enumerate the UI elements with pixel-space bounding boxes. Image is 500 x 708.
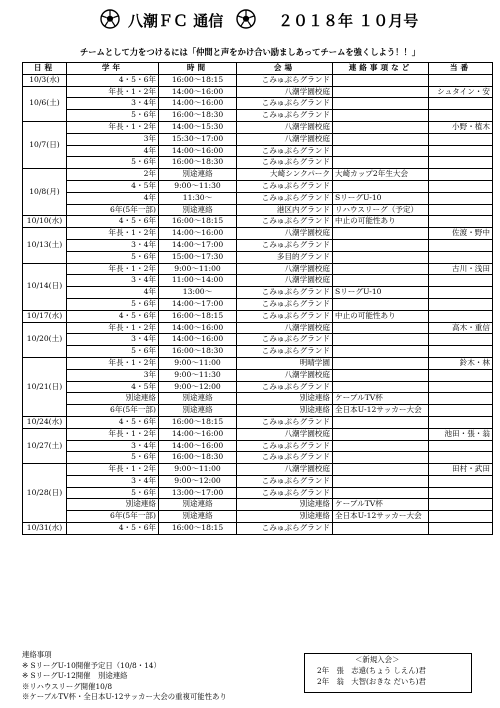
duty-cell: シュタイン・安: [429, 86, 493, 98]
schedule-row: [23, 216, 493, 228]
notes-cell: SリーグU-10: [333, 192, 429, 204]
duty-cell: 田村・武田: [429, 464, 493, 476]
grade-cell: 6年(5年一部): [67, 511, 159, 523]
time-cell: 別途連絡: [159, 204, 237, 216]
schedule-row: [23, 381, 493, 393]
notes-cell: [333, 369, 429, 381]
venue-cell: こみゅぷらグランド: [237, 287, 333, 299]
grade-cell: 3・4年: [67, 239, 159, 251]
grade-cell: 4・5年: [67, 381, 159, 393]
schedule-row: [23, 298, 493, 310]
date-cell: 10/17(水): [23, 310, 67, 322]
time-cell: 16:00～18:30: [159, 452, 237, 464]
grade-cell: 5・6年: [67, 487, 159, 499]
date-cell: 10/6(土): [23, 86, 67, 121]
grade-cell: 5・6年: [67, 346, 159, 358]
date-cell: 10/31(水): [23, 523, 67, 535]
venue-cell: こみゅぷらグランド: [237, 346, 333, 358]
note-item: ※ SリーグU-10開催予定日（10/8・14）: [22, 660, 161, 670]
notes-cell: [333, 239, 429, 251]
schedule-row: [23, 169, 493, 181]
notes-cell: [333, 346, 429, 358]
schedule-row: [23, 452, 493, 464]
schedule-header-row: [23, 63, 493, 75]
venue-cell: こみゅぷらグランド: [237, 298, 333, 310]
time-cell: 9:00～12:00: [159, 475, 237, 487]
schedule-row: [23, 98, 493, 110]
schedule-row: [23, 263, 493, 275]
venue-cell: こみゅぷらグランド: [237, 523, 333, 535]
schedule-row: [23, 287, 493, 299]
schedule-row: [23, 204, 493, 216]
note-item: ※ SリーグU-12開催 別途連絡: [22, 671, 128, 680]
issue-date: ２０１８年 １０月号: [278, 12, 419, 30]
schedule-row: [23, 346, 493, 358]
venue-cell: こみゅぷらグランド: [237, 239, 333, 251]
schedule-row: [23, 133, 493, 145]
grade-cell: 6年(5年一部): [67, 204, 159, 216]
time-cell: 別途連絡: [159, 393, 237, 405]
venue-cell: こみゅぷらグランド: [237, 74, 333, 86]
schedule-row: [23, 357, 493, 369]
duty-cell: [429, 74, 493, 86]
schedule-row: [23, 157, 493, 169]
grade-cell: 4年: [67, 145, 159, 157]
schedule-row: [23, 86, 493, 98]
time-cell: 14:00～16:00: [159, 322, 237, 334]
schedule-row: [23, 228, 493, 240]
duty-cell: [429, 287, 493, 299]
venue-cell: 別途連絡: [237, 393, 333, 405]
notes-cell: [333, 428, 429, 440]
note-item: ※ケーブルTV杯・全日本U-12サッカー大会の重複可能性あり: [22, 692, 227, 701]
venue-cell: 別途連絡: [237, 499, 333, 511]
duty-cell: [429, 523, 493, 535]
notes-cell: [333, 334, 429, 346]
duty-cell: [429, 511, 493, 523]
notes-cell: [333, 298, 429, 310]
venue-cell: 別途連絡: [237, 405, 333, 417]
schedule-row: [23, 499, 493, 511]
grade-cell: 3年: [67, 133, 159, 145]
venue-cell: こみゅぷらグランド: [237, 216, 333, 228]
schedule-row: [23, 322, 493, 334]
venue-cell: 八潮学園校庭: [237, 428, 333, 440]
column-header: 当番: [429, 63, 493, 75]
schedule-row: [23, 523, 493, 535]
grade-cell: 4・5・6年: [67, 74, 159, 86]
schedule-row: [23, 251, 493, 263]
notes-section: [22, 650, 227, 703]
schedule-row: [23, 475, 493, 487]
time-cell: 16:00～18:30: [159, 110, 237, 122]
new-member-item: 2年 張 志遠(ちょう しえん)君: [317, 666, 426, 675]
venue-cell: こみゅぷらグランド: [237, 487, 333, 499]
venue-cell: 八潮学園校庭: [237, 121, 333, 133]
notes-cell: [333, 452, 429, 464]
soccer-ball-icon: [100, 9, 120, 29]
venue-cell: 多目的グランド: [237, 251, 333, 263]
venue-cell: 大崎シンクパーク: [237, 169, 333, 181]
schedule-row: [23, 239, 493, 251]
date-cell: 10/10(水): [23, 216, 67, 228]
schedule-row: [23, 416, 493, 428]
time-cell: 13:00～17:00: [159, 487, 237, 499]
venue-cell: こみゅぷらグランド: [237, 110, 333, 122]
newsletter-title: 八潮ＦＣ 通信: [128, 12, 224, 30]
time-cell: 14:00～17:00: [159, 239, 237, 251]
notes-cell: [333, 133, 429, 145]
time-cell: 9:00～11:30: [159, 180, 237, 192]
duty-cell: 鈴木・林: [429, 357, 493, 369]
duty-cell: [429, 487, 493, 499]
duty-cell: [429, 204, 493, 216]
duty-cell: 古川・浅田: [429, 263, 493, 275]
date-cell: 10/14(日): [23, 263, 67, 310]
duty-cell: [429, 275, 493, 287]
schedule-row: [23, 428, 493, 440]
venue-cell: こみゅぷらグランド: [237, 180, 333, 192]
venue-cell: こみゅぷらグランド: [237, 145, 333, 157]
schedule-row: [23, 180, 493, 192]
venue-cell: 八潮学園校庭: [237, 263, 333, 275]
grade-cell: 3・4年: [67, 275, 159, 287]
notes-cell: [333, 110, 429, 122]
time-cell: 9:00～11:30: [159, 369, 237, 381]
duty-cell: [429, 416, 493, 428]
time-cell: 14:00～16:00: [159, 145, 237, 157]
notes-cell: SリーグU-10: [333, 287, 429, 299]
notes-cell: [333, 121, 429, 133]
time-cell: 14:00～16:00: [159, 428, 237, 440]
time-cell: 9:00～12:00: [159, 381, 237, 393]
time-cell: 11:30～: [159, 192, 237, 204]
duty-cell: [429, 145, 493, 157]
duty-cell: [429, 192, 493, 204]
time-cell: 15:00～17:30: [159, 251, 237, 263]
grade-cell: 年長・1・2年: [67, 428, 159, 440]
duty-cell: [429, 98, 493, 110]
venue-cell: 明晴学園: [237, 357, 333, 369]
venue-cell: 八潮学園校庭: [237, 275, 333, 287]
duty-cell: 池田・張・翁: [429, 428, 493, 440]
grade-cell: 3・4年: [67, 475, 159, 487]
duty-cell: [429, 393, 493, 405]
schedule-row: [23, 369, 493, 381]
duty-cell: [429, 499, 493, 511]
venue-cell: こみゅぷらグランド: [237, 416, 333, 428]
grade-cell: 3・4年: [67, 334, 159, 346]
notes-cell: [333, 416, 429, 428]
venue-cell: 八潮学園校庭: [237, 322, 333, 334]
grade-cell: 3・4年: [67, 440, 159, 452]
time-cell: 14:00～16:00: [159, 86, 237, 98]
schedule-row: [23, 393, 493, 405]
schedule-table: [22, 62, 493, 535]
time-cell: 別途連絡: [159, 169, 237, 181]
grade-cell: 年長・1・2年: [67, 357, 159, 369]
notes-cell: [333, 86, 429, 98]
notes-cell: [333, 157, 429, 169]
time-cell: 13:00～: [159, 287, 237, 299]
venue-cell: こみゅぷらグランド: [237, 98, 333, 110]
duty-cell: [429, 405, 493, 417]
notes-cell: [333, 487, 429, 499]
venue-cell: こみゅぷらグランド: [237, 157, 333, 169]
schedule-row: [23, 487, 493, 499]
time-cell: 14:00～16:00: [159, 334, 237, 346]
duty-cell: 佐渡・野中: [429, 228, 493, 240]
time-cell: 16:00～18:30: [159, 346, 237, 358]
grade-cell: 3年: [67, 369, 159, 381]
time-cell: 14:00～17:00: [159, 298, 237, 310]
grade-cell: 5・6年: [67, 251, 159, 263]
venue-cell: 八潮学園校庭: [237, 369, 333, 381]
grade-cell: 4・5・6年: [67, 523, 159, 535]
notes-cell: [333, 263, 429, 275]
column-header: 会場: [237, 63, 333, 75]
duty-cell: 小野・植木: [429, 121, 493, 133]
newsletter-header: [0, 8, 500, 34]
grade-cell: 年長・1・2年: [67, 121, 159, 133]
time-cell: 11:00～14:00: [159, 275, 237, 287]
date-cell: 10/28(日): [23, 464, 67, 523]
grade-cell: 4・5・6年: [67, 216, 159, 228]
grade-cell: 年長・1・2年: [67, 263, 159, 275]
duty-cell: [429, 475, 493, 487]
time-cell: 14:00～15:30: [159, 121, 237, 133]
time-cell: 16:00～18:15: [159, 523, 237, 535]
venue-cell: こみゅぷらグランド: [237, 334, 333, 346]
notes-cell: 中止の可能性あり: [333, 310, 429, 322]
date-cell: 10/13(土): [23, 228, 67, 263]
grade-cell: 年長・1・2年: [67, 322, 159, 334]
grade-cell: 年長・1・2年: [67, 86, 159, 98]
grade-cell: 4・5年: [67, 180, 159, 192]
duty-cell: [429, 110, 493, 122]
date-cell: 10/7(日): [23, 121, 67, 168]
grade-cell: 4年: [67, 192, 159, 204]
duty-cell: [429, 346, 493, 358]
team-motto: チームとして力をつけるには「仲間と声をかけ合い励ましあってチームを強くしよう！！」: [79, 47, 421, 57]
schedule-row: [23, 275, 493, 287]
grade-cell: 4・5・6年: [67, 310, 159, 322]
notes-cell: [333, 251, 429, 263]
duty-cell: [429, 381, 493, 393]
time-cell: 16:00～18:15: [159, 310, 237, 322]
duty-cell: [429, 369, 493, 381]
schedule-row: [23, 464, 493, 476]
grade-cell: 6年(5年一部): [67, 405, 159, 417]
new-members-heading: ＜新規入会＞: [355, 655, 400, 664]
grade-cell: 5・6年: [67, 157, 159, 169]
venue-cell: 港区内グランド: [237, 204, 333, 216]
grade-cell: 4・5・6年: [67, 416, 159, 428]
date-cell: 10/20(土): [23, 322, 67, 357]
duty-cell: 高木・重信: [429, 322, 493, 334]
venue-cell: こみゅぷらグランド: [237, 475, 333, 487]
soccer-ball-icon: [236, 9, 256, 29]
duty-cell: [429, 334, 493, 346]
notes-cell: [333, 74, 429, 86]
schedule-row: [23, 145, 493, 157]
grade-cell: 別途連絡: [67, 499, 159, 511]
duty-cell: [429, 216, 493, 228]
schedule-row: [23, 192, 493, 204]
schedule-row: [23, 440, 493, 452]
duty-cell: [429, 157, 493, 169]
time-cell: 9:00～11:00: [159, 263, 237, 275]
notes-cell: [333, 440, 429, 452]
schedule-row: [23, 74, 493, 86]
time-cell: 別途連絡: [159, 499, 237, 511]
date-cell: 10/27(土): [23, 428, 67, 463]
notes-cell: [333, 322, 429, 334]
venue-cell: こみゅぷらグランド: [237, 440, 333, 452]
grade-cell: 5・6年: [67, 110, 159, 122]
grade-cell: 4年: [67, 287, 159, 299]
duty-cell: [429, 169, 493, 181]
date-cell: 10/21(日): [23, 357, 67, 416]
notes-cell: [333, 228, 429, 240]
duty-cell: [429, 298, 493, 310]
time-cell: 9:00～11:00: [159, 357, 237, 369]
venue-cell: 八潮学園校庭: [237, 228, 333, 240]
notes-cell: [333, 475, 429, 487]
venue-cell: 八潮学園校庭: [237, 86, 333, 98]
notes-cell: [333, 357, 429, 369]
duty-cell: [429, 452, 493, 464]
duty-cell: [429, 251, 493, 263]
grade-cell: 5・6年: [67, 298, 159, 310]
duty-cell: [429, 180, 493, 192]
grade-cell: 年長・1・2年: [67, 464, 159, 476]
time-cell: 16:00～18:30: [159, 157, 237, 169]
grade-cell: 5・6年: [67, 452, 159, 464]
grade-cell: 年長・1・2年: [67, 228, 159, 240]
notes-cell: [333, 145, 429, 157]
venue-cell: 別途連絡: [237, 511, 333, 523]
duty-cell: [429, 133, 493, 145]
time-cell: 16:00～18:15: [159, 416, 237, 428]
venue-cell: こみゅぷらグランド: [237, 381, 333, 393]
venue-cell: こみゅぷらグランド: [237, 452, 333, 464]
venue-cell: 八潮学園校庭: [237, 133, 333, 145]
notes-cell: [333, 381, 429, 393]
column-header: 学年: [67, 63, 159, 75]
notes-cell: 大崎カップ2年生大会: [333, 169, 429, 181]
new-member-item: 2年 翁 大智(おきな だいち)君: [317, 677, 426, 686]
time-cell: 15:30～17:00: [159, 133, 237, 145]
schedule-row: [23, 110, 493, 122]
grade-cell: 別途連絡: [67, 393, 159, 405]
time-cell: 16:00～18:15: [159, 74, 237, 86]
time-cell: 14:00～16:00: [159, 228, 237, 240]
venue-cell: こみゅぷらグランド: [237, 192, 333, 204]
notes-cell: ケーブルTV杯: [333, 393, 429, 405]
notes-cell: [333, 98, 429, 110]
notes-cell: 全日本U-12サッカー大会: [333, 405, 429, 417]
grade-cell: 3・4年: [67, 98, 159, 110]
notes-cell: [333, 464, 429, 476]
schedule-row: [23, 121, 493, 133]
duty-cell: [429, 239, 493, 251]
time-cell: 9:00～11:00: [159, 464, 237, 476]
time-cell: 14:00～16:00: [159, 440, 237, 452]
schedule-row: [23, 310, 493, 322]
duty-cell: [429, 440, 493, 452]
venue-cell: こみゅぷらグランド: [237, 310, 333, 322]
column-header: 日程: [23, 63, 67, 75]
column-header: 連絡事項など: [333, 63, 429, 75]
schedule-row: [23, 334, 493, 346]
time-cell: 別途連絡: [159, 511, 237, 523]
notes-cell: リハウスリーグ（予定）: [333, 204, 429, 216]
duty-cell: [429, 310, 493, 322]
notes-cell: ケーブルTV杯: [333, 499, 429, 511]
time-cell: 16:00～18:15: [159, 216, 237, 228]
date-cell: 10/8(月): [23, 169, 67, 216]
venue-cell: 八潮学園校庭: [237, 464, 333, 476]
notes-heading: 連絡事項: [22, 650, 52, 659]
notes-cell: [333, 523, 429, 535]
date-cell: 10/3(水): [23, 74, 67, 86]
notes-cell: 全日本U-12サッカー大会: [333, 511, 429, 523]
grade-cell: 2年: [67, 169, 159, 181]
date-cell: 10/24(水): [23, 416, 67, 428]
note-item: ※リハウスリーグ開催10/8: [22, 681, 113, 691]
time-cell: 別途連絡: [159, 405, 237, 417]
schedule-row: [23, 511, 493, 523]
notes-cell: 中止の可能性あり: [333, 216, 429, 228]
notes-cell: [333, 275, 429, 287]
schedule-row: [23, 405, 493, 417]
time-cell: 14:00～16:00: [159, 98, 237, 110]
new-members-box: [304, 653, 472, 693]
notes-cell: [333, 180, 429, 192]
column-header: 時間: [159, 63, 237, 75]
